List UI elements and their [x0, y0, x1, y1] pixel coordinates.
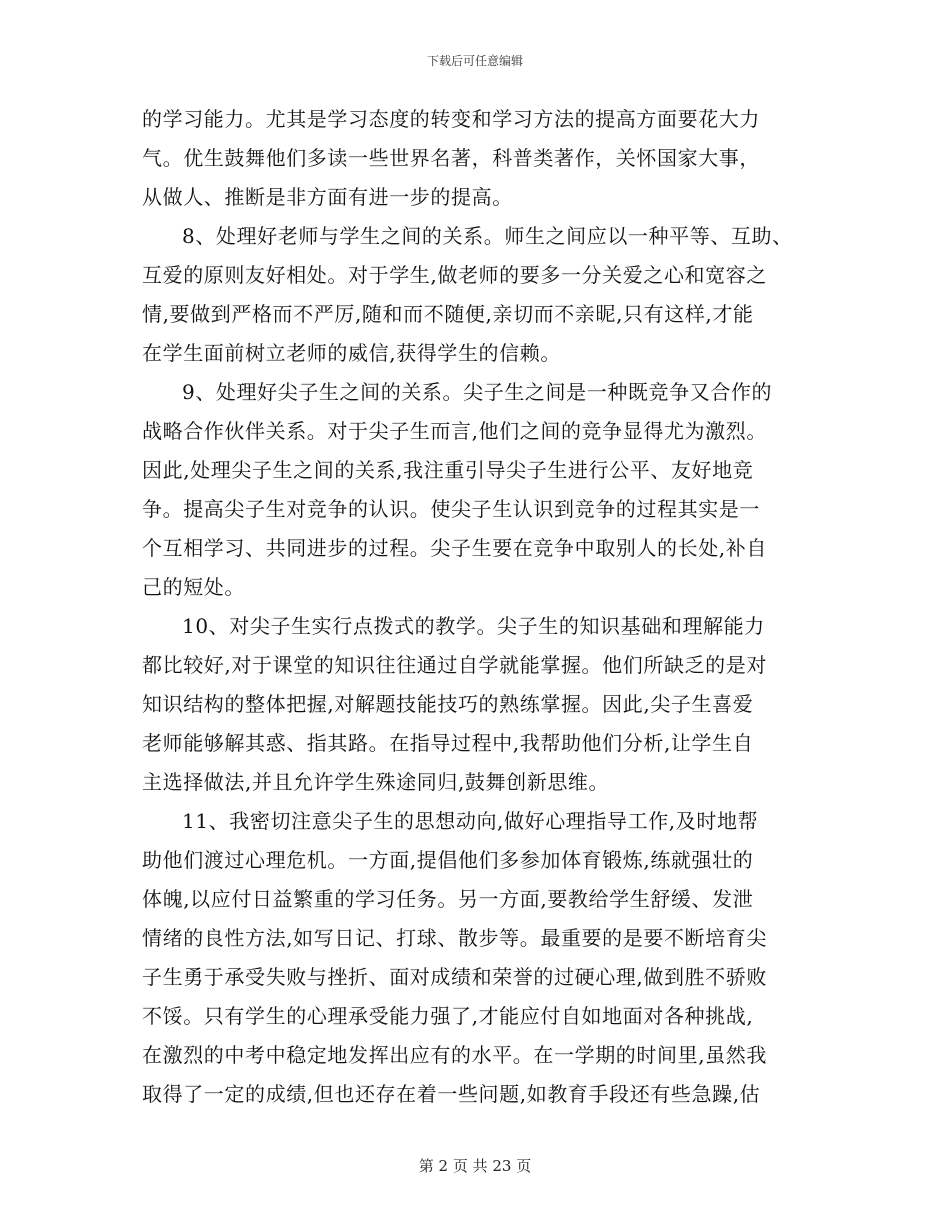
text-line: 助他们渡过心理危机。一方面,提倡他们多参加体育锻炼,练就强壮的	[142, 848, 754, 872]
text-line: 争。提高尖子生对竞争的认识。使尖子生认识到竞争的过程其实是一	[142, 497, 760, 521]
text-line: 主选择做法,并且允许学生殊途同归,鼓舞创新思维。	[142, 770, 610, 794]
text-line: 气。优生鼓舞他们多读一些世界名著，科普类著作，关怀国家大事，	[142, 146, 760, 170]
text-line: 己的短处。	[142, 575, 245, 599]
text-line: 知识结构的整体把握,对解题技能技巧的熟练掌握。因此,尖子生喜爱	[142, 692, 754, 716]
document-body	[142, 100, 817, 1114]
text-line: 子生勇于承受失败与挫折、面对成绩和荣誉的过硬心理,做到胜不骄败	[142, 965, 767, 989]
text-line: 在学生面前树立老师的威信,获得学生的信赖。	[142, 341, 561, 365]
text-line: 11、我密切注意尖子生的思想动向,做好心理指导工作,及时地帮	[182, 809, 759, 833]
page-header: 下载后可任意编辑	[426, 54, 523, 68]
text-line: 在激烈的中考中稳定地发挥出应有的水平。在一学期的时间里,虽然我	[142, 1043, 767, 1067]
text-line: 从做人、推断是非方面有进一步的提高。	[142, 185, 513, 209]
text-line: 9、处理好尖子生之间的关系。尖子生之间是一种既竞争又合作的	[182, 380, 773, 404]
text-line: 战略合作伙伴关系。对于尖子生而言,他们之间的竞争显得尤为激烈。	[142, 419, 767, 443]
text-line: 10、对尖子生实行点拨式的教学。尖子生的知识基础和理解能力	[182, 614, 765, 638]
text-line: 8、处理好老师与学生之间的关系。师生之间应以一种平等、互助、	[182, 224, 793, 248]
text-line: 的学习能力。尤其是学习态度的转变和学习方法的提高方面要花大力	[142, 107, 760, 131]
text-line: 互爱的原则友好相处。对于学生,做老师的要多一分关爱之心和宽容之	[142, 263, 767, 287]
text-line: 个互相学习、共同进步的过程。尖子生要在竞争中取别人的长处,补自	[142, 536, 767, 560]
text-line: 取得了一定的成绩,但也还存在着一些问题,如教育手段还有些急躁,估	[142, 1082, 761, 1106]
text-line: 情,要做到严格而不严厉,随和而不随便,亲切而不亲昵,只有这样,才能	[142, 302, 754, 326]
text-line: 因此,处理尖子生之间的关系,我注重引导尖子生进行公平、友好地竞	[142, 458, 754, 482]
text-line: 都比较好,对于课堂的知识往往通过自学就能掌握。他们所缺乏的是对	[142, 653, 767, 677]
text-line: 体魄,以应付日益繁重的学习任务。另一方面,要教给学生舒缓、发泄	[142, 887, 754, 911]
text-line: 老师能够解其惑、指其路。在指导过程中,我帮助他们分析,让学生自	[142, 731, 754, 755]
text-line: 不馁。只有学生的心理承受能力强了,才能应付自如地面对各种挑战,	[142, 1004, 754, 1028]
page-footer: 第 2 页 共 23 页	[418, 1157, 532, 1175]
text-line: 情绪的良性方法,如写日记、打球、散步等。最重要的是要不断培育尖	[142, 926, 767, 950]
